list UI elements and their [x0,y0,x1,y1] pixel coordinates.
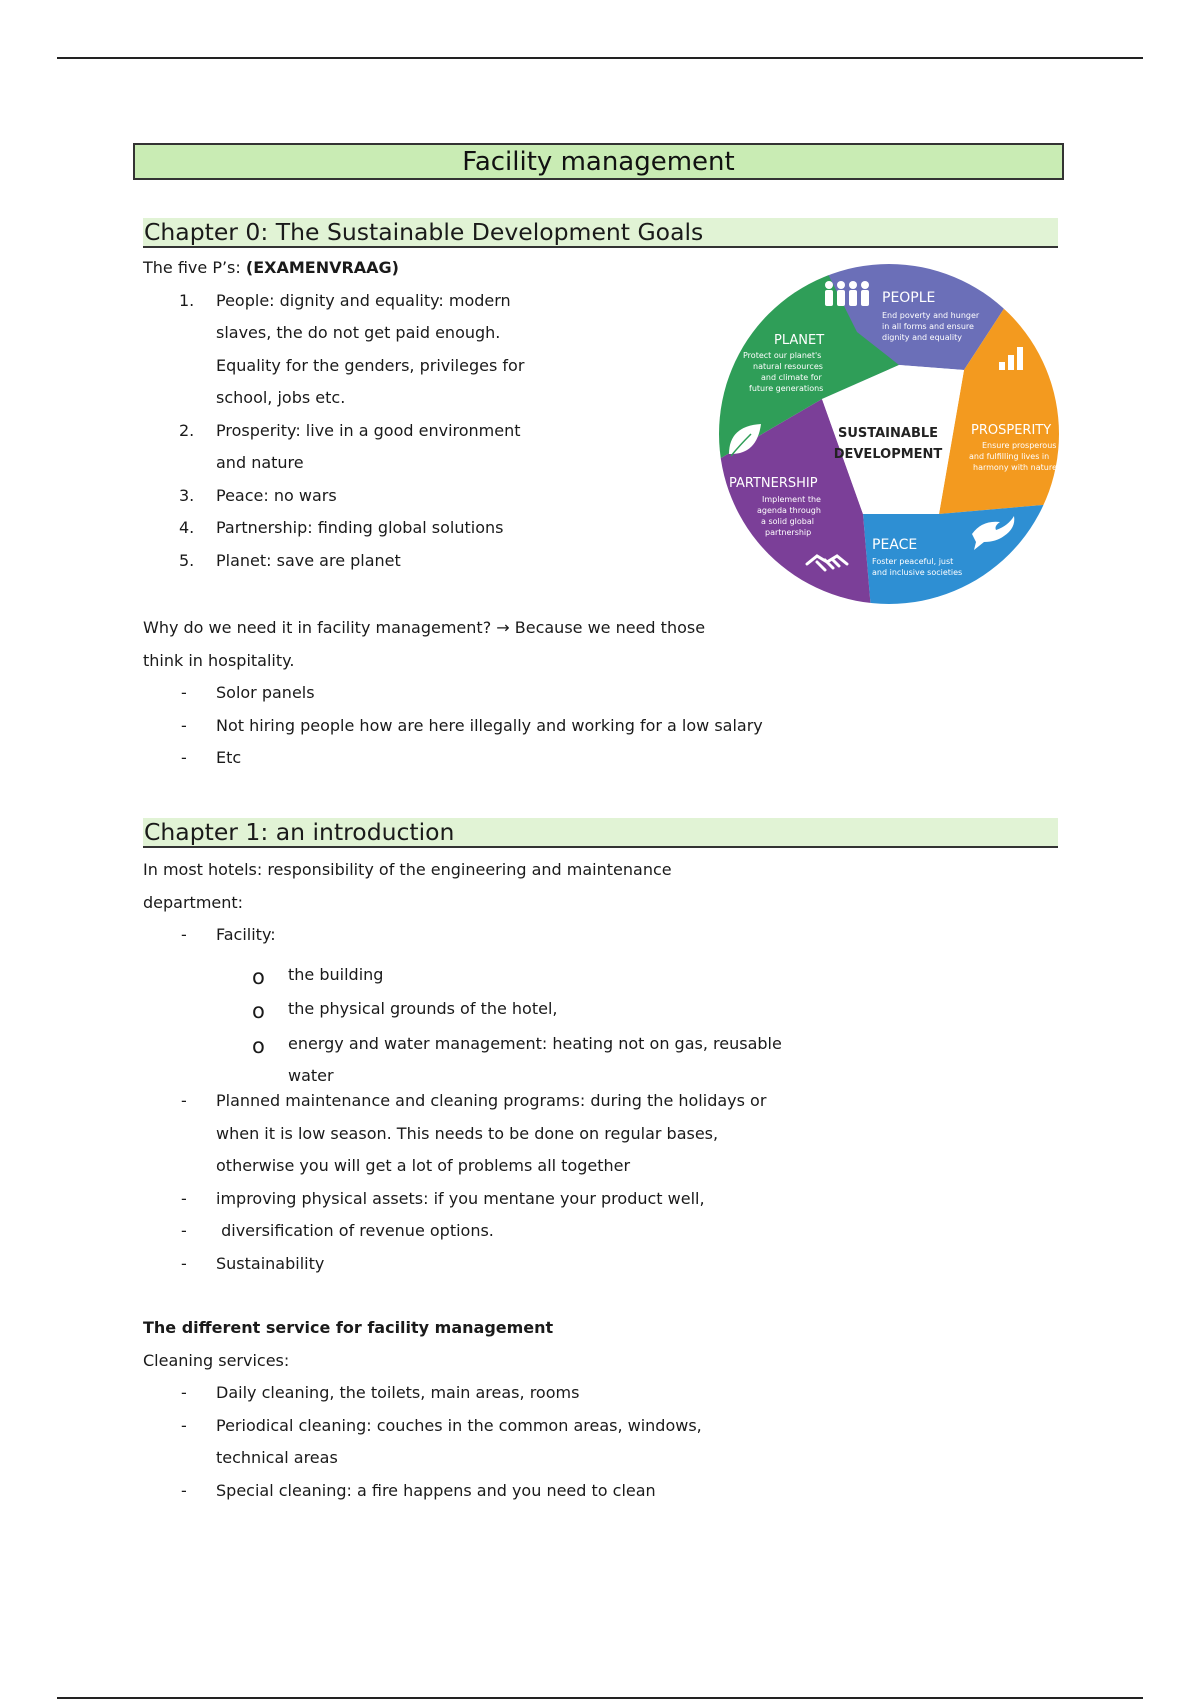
page-top-rule [57,57,1143,59]
segment-desc: a solid global [761,517,814,526]
list-number: 2. [179,420,195,440]
list-number: 1. [179,290,195,310]
list-number: 4. [179,518,195,537]
list-item-line: Prosperity: live in a good environment [216,420,521,440]
circle-marker: o [252,1033,265,1058]
intro-line: In most hotels: responsibility of the engineering and maintenance [143,860,672,879]
chapter-0-heading: Chapter 0: The Sustainable Development Goals [143,218,1058,248]
segment-title-people: PEOPLE [882,290,936,306]
chapter-1-body [143,860,1058,1513]
segment-desc: and climate for [761,373,822,382]
bullet-text: Sustainability [216,1253,325,1273]
bullet-text: when it is low season. This needs to be done on regular bases, [216,1123,719,1143]
segment-title-peace: PEACE [872,537,918,553]
segment-desc: agenda through [757,506,821,515]
segment-desc: future generations [749,384,824,393]
bullet-text: otherwise you will get a lot of problems all together [216,1156,631,1175]
bullet-item-planned [143,1091,1058,1189]
bullet-item [143,925,1058,958]
dash-marker: - [181,1253,187,1273]
chapter-1-heading: Chapter 1: an introduction [143,818,1058,848]
list-item-line: Planet: save are planet [216,550,401,570]
sub-item [143,1027,1058,1092]
bullet-text: Etc [216,748,242,767]
bullet-item [143,683,1058,716]
intro-line: department: [143,892,244,912]
dash-marker: - [181,748,187,767]
segment-title-prosperity: PROSPERITY [971,423,1052,438]
five-ps-intro-text: The five P’s: [143,258,246,277]
why-line: Why do we need it in facility management? → Because we need those [143,618,706,637]
bullet-item [143,1254,1058,1287]
bullet-text: Planned maintenance and cleaning programs: during the holidays or [216,1091,767,1110]
bullet-text: Periodical cleaning: couches in the common areas, windows, [216,1415,702,1435]
segment-desc: in all forms and ensure [882,322,974,331]
dash-marker: - [181,1221,187,1240]
bullet-text: Facility: [216,925,276,944]
segment-desc: dignity and equality [882,333,962,342]
bullet-text: technical areas [216,1448,338,1467]
spacer [143,1286,1058,1318]
center-label-line1: SUSTAINABLE [837,426,939,441]
list-item-people [143,291,713,421]
sub-item [143,958,1058,993]
bullet-text: Daily cleaning, the toilets, main areas, rooms [216,1383,580,1402]
sdg-wheel-svg [717,262,1062,607]
list-item-line: slaves, the do not get paid enough. [216,323,501,342]
sub-item [143,992,1058,1027]
sub-item-text: energy and water management: heating not on gas, reusable [288,1033,782,1053]
sub-item-text: the physical grounds of the hotel, [288,999,558,1018]
page-bottom-rule [57,1697,1143,1699]
sub-item-text: the building [288,964,384,984]
list-item-line: Equality for the genders, privileges for [216,355,525,375]
dash-marker: - [181,1188,187,1208]
dash-marker: - [181,1383,187,1402]
five-ps-intro [143,258,713,291]
bullet-item [143,1383,1058,1416]
segment-desc: and fulfilling lives in [969,452,1050,461]
circle-marker: o [252,964,265,989]
segment-desc: natural resources [753,362,823,371]
list-item-line: Partnership: finding global solutions [216,518,504,537]
document-title: Facility management [133,143,1064,180]
bullet-text: Solor panels [216,683,315,702]
bullet-text: Not hiring people how are here illegally and working for a low salary [216,715,763,735]
bullet-text: diversification of revenue options. [216,1221,494,1240]
list-number: 5. [179,550,195,570]
dash-marker: - [181,683,187,702]
why-line: think in hospitality. [143,650,295,670]
segment-desc: harmony with nature [973,463,1057,472]
dash-marker: - [181,1480,187,1500]
segment-desc: Ensure prosperous [982,441,1057,450]
segment-title-partnership: PARTNERSHIP [729,476,818,491]
list-item-peace [143,486,713,519]
list-item-prosperity [143,421,713,486]
list-number: 3. [179,485,195,505]
dash-marker: - [181,1091,187,1110]
services-heading: The different service for facility management [143,1318,554,1337]
segment-peace [863,502,1062,607]
list-item-planet [143,551,713,584]
segment-desc: Protect our planet's [743,351,822,360]
why-section [143,618,1058,781]
list-item-line: school, jobs etc. [216,388,346,407]
segment-desc: End poverty and hunger [882,311,980,320]
dash-marker: - [181,925,187,944]
circle-marker: o [252,999,265,1023]
bullet-item [143,748,1058,781]
bullet-text: Special cleaning: a fire happens and you need to clean [216,1480,656,1500]
exam-question-label: (EXAMENVRAAG) [245,258,399,277]
segment-desc: Foster peaceful, just [872,557,954,566]
segment-title-planet: PLANET [774,333,825,348]
list-item-line: People: dignity and equality: modern [216,290,511,310]
bullet-item [143,1189,1058,1222]
dash-marker: - [181,1415,187,1435]
segment-desc: Implement the [762,495,821,504]
sdg-wheel-figure [717,262,1062,607]
bullet-item-periodical [143,1416,1058,1481]
five-ps-section [143,258,713,583]
bullet-item [143,1481,1058,1514]
sub-item-text: water [288,1066,334,1085]
list-item-line: and nature [216,453,304,472]
bullet-item [143,716,1058,749]
list-item-line: Peace: no wars [216,485,337,505]
segment-desc: and inclusive societies [872,568,963,577]
segment-desc: partnership [765,528,812,537]
cleaning-label: Cleaning services: [143,1350,290,1370]
dash-marker: - [181,715,187,735]
bullet-item [143,1221,1058,1254]
bullet-text: improving physical assets: if you mentane your product well, [216,1188,705,1208]
list-item-partnership [143,518,713,551]
center-label-line2: DEVELOPMENT [833,447,943,462]
